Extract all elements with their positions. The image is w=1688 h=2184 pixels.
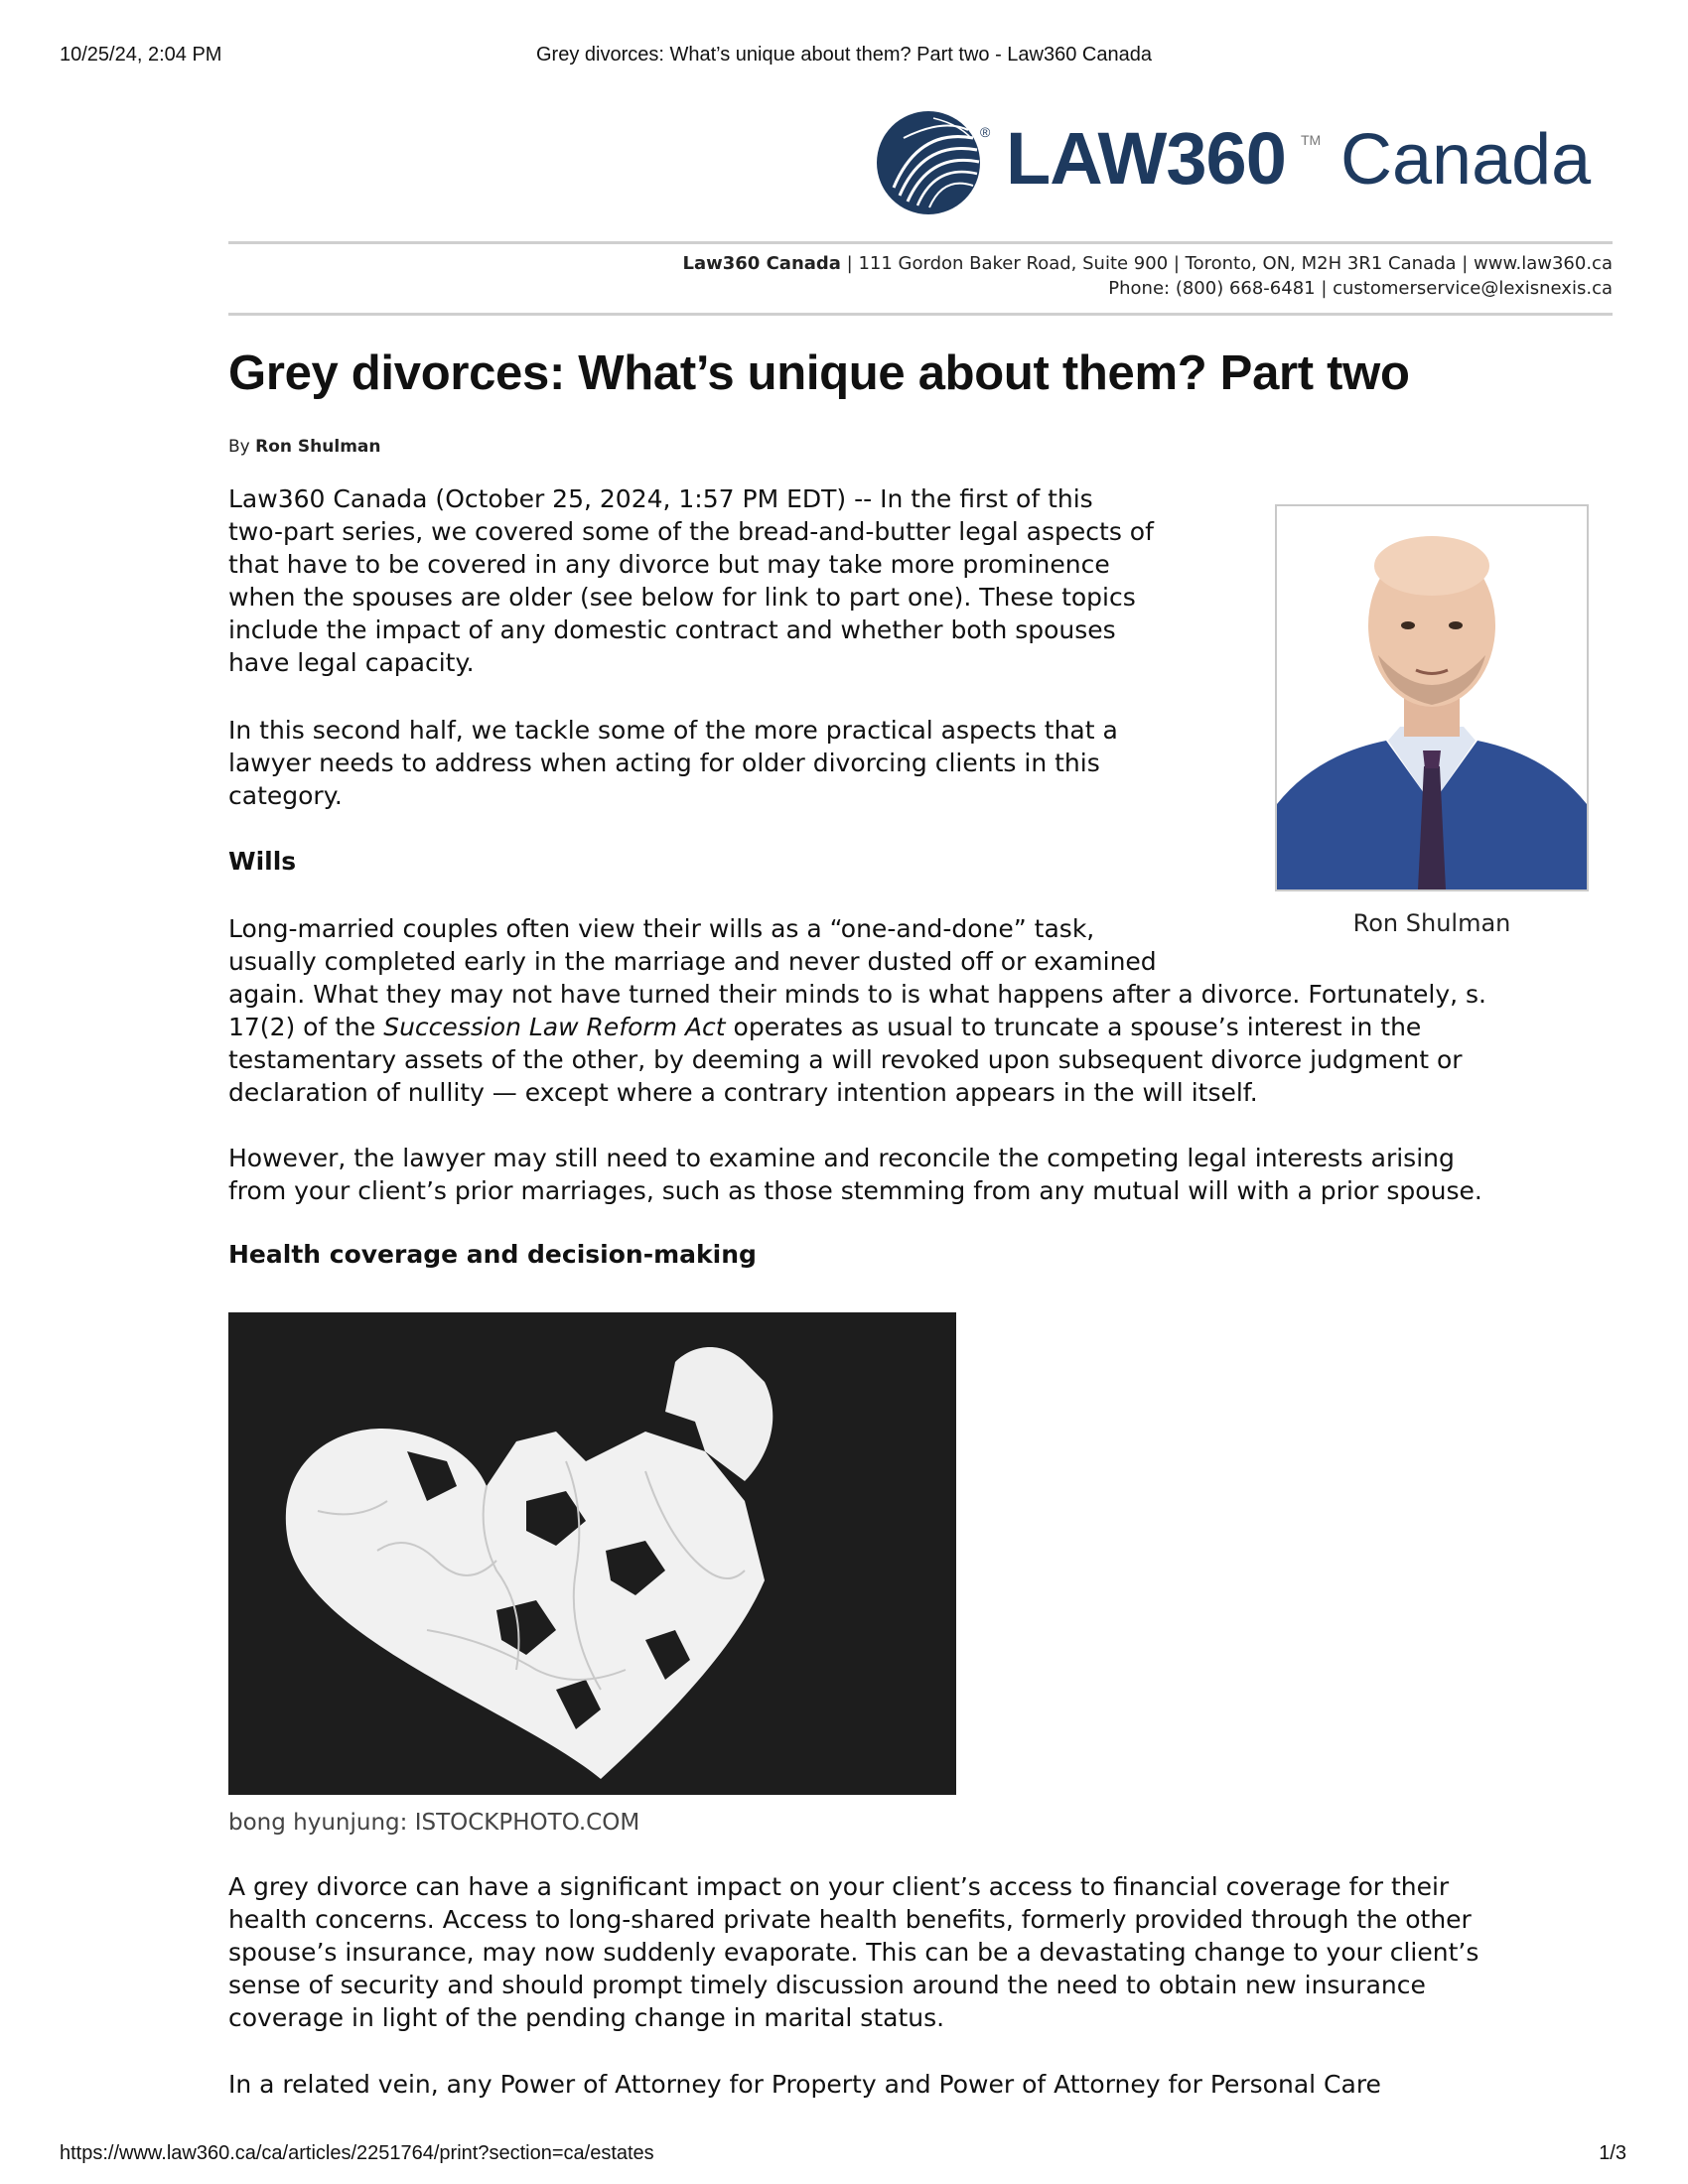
text-line: 17(2) of the <box>228 1013 384 1041</box>
address-line-2: Phone: (800) 668-6481 | customerservice@lexisnexis.ca <box>1108 278 1613 299</box>
text-line: that have to be covered in any divorce but may take more prominence <box>228 550 1110 579</box>
health-paragraph-2 <box>228 2068 1381 2101</box>
health-heading: Health coverage and decision-making <box>228 1240 757 1269</box>
author-photo <box>1275 504 1589 891</box>
author-portrait-image <box>1277 506 1587 889</box>
wills-paragraph-2 <box>228 1142 1482 1207</box>
text-line: coverage in light of the pending change in marital status. <box>228 2003 945 2032</box>
puzzle-heart-image <box>228 1312 956 1795</box>
law360-canada-logo[interactable] <box>874 104 1592 223</box>
text-line: However, the lawyer may still need to examine and reconcile the competing legal interests arising <box>228 1144 1455 1172</box>
text-line: In a related vein, any Power of Attorney for Property and Power of Attorney for Personal Care <box>228 2070 1381 2099</box>
text-line: have legal capacity. <box>228 648 475 677</box>
text-line: sense of security and should prompt timely discussion around the need to obtain new insurance <box>228 1971 1426 1999</box>
text-line: include the impact of any domestic contract and whether both spouses <box>228 615 1116 644</box>
statute-name: Succession Law Reform Act <box>383 1013 726 1041</box>
image-credit: bong hyunjung: ISTOCKPHOTO.COM <box>228 1810 640 1836</box>
print-page-number: 1/3 <box>1599 2142 1626 2164</box>
intro-paragraph-2 <box>228 714 1118 812</box>
text-line: usually completed early in the marriage and never dusted off or examined <box>228 947 1157 976</box>
author-photo-caption: Ron Shulman <box>1352 909 1511 937</box>
text-line: from your client’s prior marriages, such as those stemming from any mutual will with a prior spouse. <box>228 1176 1482 1205</box>
text-line: two-part series, we covered some of the bread-and-butter legal aspects of <box>228 517 1154 546</box>
print-datetime: 10/25/24, 2:04 PM <box>60 44 222 66</box>
wills-heading: Wills <box>228 847 297 876</box>
address-details: | 111 Gordon Baker Road, Suite 900 | Toronto, ON, M2H 3R1 Canada | www.law360.ca <box>840 253 1613 274</box>
text-line: declaration of nullity — except where a contrary intention appears in the will itself. <box>228 1078 1258 1107</box>
header-divider-bottom <box>228 313 1613 316</box>
article-headline: Grey divorces: What’s unique about them? Part two <box>228 346 1410 400</box>
text-line: again. What they may not have turned their minds to is what happens after a divorce. Fortunately, s. <box>228 980 1486 1009</box>
intro-paragraph-1 <box>228 482 1154 679</box>
byline-prefix: By <box>228 437 256 457</box>
text-line: when the spouses are older (see below for link to part one). These topics <box>228 583 1136 612</box>
text-line: operates as usual to truncate a spouse’s interest in the <box>725 1013 1422 1041</box>
text-line: In this second half, we tackle some of the more practical aspects that a <box>228 716 1118 745</box>
health-paragraph-1 <box>228 1870 1478 2034</box>
byline-author[interactable]: Ron Shulman <box>255 437 381 457</box>
address-line-1 <box>683 253 1614 274</box>
header-divider-top <box>228 241 1613 244</box>
logo-brand-text: LAW360 <box>1006 117 1286 200</box>
company-name: Law360 Canada <box>682 253 841 274</box>
text-line: lawyer needs to address when acting for older divorcing clients in this <box>228 749 1100 777</box>
text-line: health concerns. Access to long-shared private health benefits, formerly provided through the other <box>228 1905 1472 1934</box>
text-line: testamentary assets of the other, by deeming a will revoked upon subsequent divorce judgment or <box>228 1045 1463 1074</box>
print-url[interactable]: https://www.law360.ca/ca/articles/2251764/print?section=ca/estates <box>60 2142 654 2164</box>
registered-mark: ® <box>980 124 991 140</box>
puzzle-heart-illustration <box>228 1312 956 1795</box>
text-line: spouse’s insurance, may now suddenly evaporate. This can be a devastating change to your client’s <box>228 1938 1479 1967</box>
logo-region-text: Canada <box>1340 120 1592 200</box>
byline <box>228 437 381 457</box>
text-line: A grey divorce can have a significant impact on your client’s access to financial coverage for their <box>228 1872 1450 1901</box>
print-page-title: Grey divorces: What’s unique about them? Part two - Law360 Canada <box>536 44 1152 66</box>
text-line: category. <box>228 781 343 810</box>
text-line: Law360 Canada (October 25, 2024, 1:57 PM EDT) -- In the first of this <box>228 484 1093 513</box>
wills-paragraph-1 <box>228 912 1486 1109</box>
trademark-mark: TM <box>1301 132 1322 148</box>
globe-logo-icon <box>874 108 983 217</box>
text-line: Long-married couples often view their wills as a “one-and-done” task, <box>228 914 1095 943</box>
